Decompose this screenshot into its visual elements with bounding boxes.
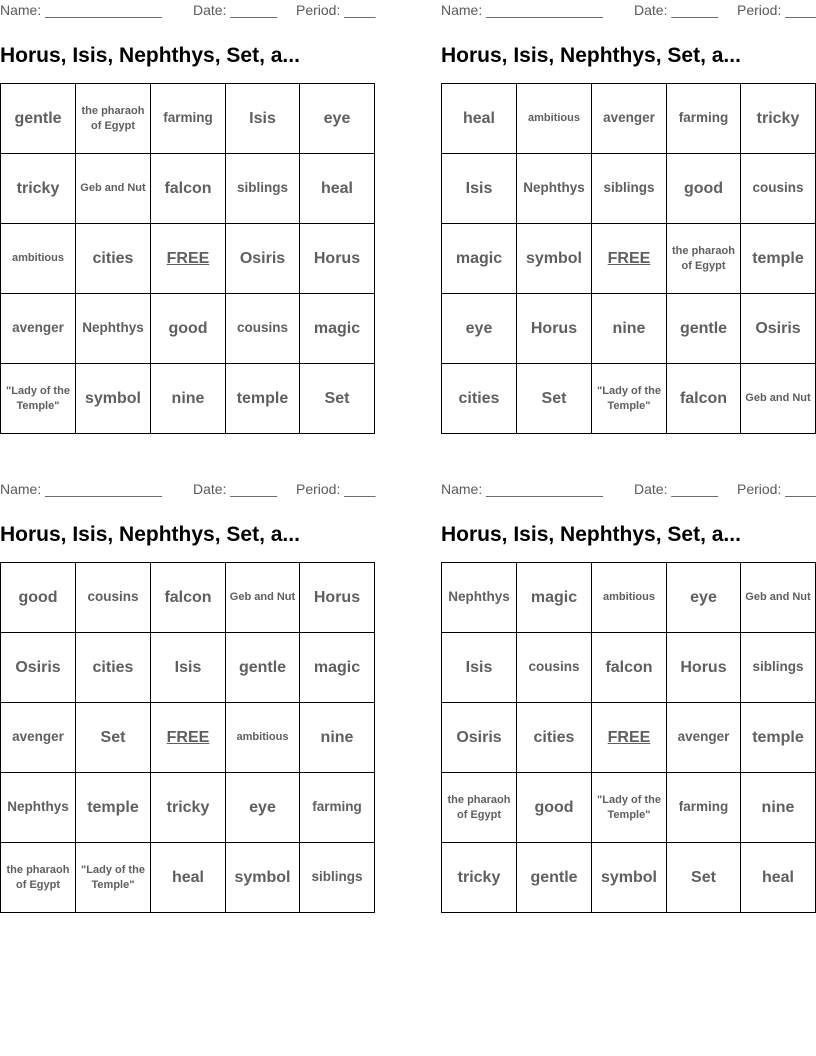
date-field-label: Date: ______ bbox=[193, 481, 278, 497]
bingo-cell: temple bbox=[741, 224, 815, 294]
bingo-cell: Horus bbox=[300, 224, 374, 294]
bingo-cell: siblings bbox=[592, 154, 667, 224]
bingo-cell: Geb and Nut bbox=[741, 563, 815, 633]
bingo-cell: the pharaoh of Egypt bbox=[442, 773, 517, 843]
bingo-cell: avenger bbox=[1, 703, 76, 773]
bingo-cell: Geb and Nut bbox=[226, 563, 300, 633]
bingo-cell: Isis bbox=[151, 633, 226, 703]
period-field-label: Period: ____ bbox=[296, 2, 376, 18]
bingo-cell: nine bbox=[592, 294, 667, 364]
bingo-cell: Nephthys bbox=[1, 773, 76, 843]
bingo-cell: Osiris bbox=[442, 703, 517, 773]
bingo-cell: good bbox=[667, 154, 741, 224]
bingo-cell: eye bbox=[300, 84, 374, 154]
bingo-cell: gentle bbox=[667, 294, 741, 364]
bingo-cell: the pharaoh of Egypt bbox=[1, 843, 76, 912]
header-fields bbox=[0, 481, 375, 499]
bingo-cell: "Lady of the Temple" bbox=[1, 364, 76, 433]
date-field-label: Date: ______ bbox=[193, 2, 278, 18]
bingo-cell: ambitious bbox=[592, 563, 667, 633]
card-title: Horus, Isis, Nephthys, Set, a... bbox=[0, 523, 300, 546]
bingo-grid bbox=[441, 83, 816, 434]
bingo-cell: Isis bbox=[442, 154, 517, 224]
bingo-cell: cities bbox=[76, 633, 151, 703]
bingo-cell: gentle bbox=[226, 633, 300, 703]
bingo-cell: Set bbox=[667, 843, 741, 912]
header-fields bbox=[0, 2, 375, 20]
bingo-cell: Set bbox=[76, 703, 151, 773]
free-space-cell: FREE bbox=[592, 703, 667, 773]
bingo-grid bbox=[0, 562, 375, 913]
bingo-cell: tricky bbox=[151, 773, 226, 843]
bingo-cell: magic bbox=[517, 563, 592, 633]
name-field-label: Name: _______________ bbox=[441, 481, 603, 497]
bingo-cell: Isis bbox=[442, 633, 517, 703]
free-space-cell: FREE bbox=[592, 224, 667, 294]
bingo-cell: Set bbox=[517, 364, 592, 433]
bingo-cell: eye bbox=[226, 773, 300, 843]
bingo-cell: avenger bbox=[1, 294, 76, 364]
bingo-cell: avenger bbox=[667, 703, 741, 773]
bingo-cell: "Lady of the Temple" bbox=[592, 773, 667, 843]
bingo-cell: Osiris bbox=[1, 633, 76, 703]
bingo-cell: the pharaoh of Egypt bbox=[667, 224, 741, 294]
bingo-cell: Nephthys bbox=[517, 154, 592, 224]
bingo-grid bbox=[441, 562, 816, 913]
bingo-cell: tricky bbox=[442, 843, 517, 912]
bingo-cell: temple bbox=[741, 703, 815, 773]
bingo-cell: Horus bbox=[667, 633, 741, 703]
bingo-cell: Nephthys bbox=[76, 294, 151, 364]
bingo-cell: magic bbox=[300, 294, 374, 364]
bingo-grid bbox=[0, 83, 375, 434]
name-field-label: Name: _______________ bbox=[0, 481, 162, 497]
bingo-cell: heal bbox=[442, 84, 517, 154]
bingo-cell: Osiris bbox=[741, 294, 815, 364]
bingo-cell: symbol bbox=[226, 843, 300, 912]
bingo-cell: ambitious bbox=[226, 703, 300, 773]
bingo-cell: heal bbox=[151, 843, 226, 912]
header-fields bbox=[441, 481, 816, 499]
period-field-label: Period: ____ bbox=[737, 2, 816, 18]
bingo-cell: avenger bbox=[592, 84, 667, 154]
bingo-cell: nine bbox=[151, 364, 226, 433]
bingo-cell: Horus bbox=[517, 294, 592, 364]
bingo-cell: tricky bbox=[1, 154, 76, 224]
bingo-cell: heal bbox=[761, 868, 794, 886]
bingo-cell: Geb and Nut bbox=[745, 392, 811, 405]
bingo-cell: farming bbox=[300, 773, 374, 843]
bingo-cell: Nephthys bbox=[442, 563, 517, 633]
card-title: Horus, Isis, Nephthys, Set, a... bbox=[0, 44, 300, 67]
period-field-label: Period: ____ bbox=[296, 481, 376, 497]
period-field-label: Period: ____ bbox=[737, 481, 816, 497]
bingo-cell: Horus bbox=[300, 563, 374, 633]
bingo-cell: nine bbox=[741, 773, 815, 843]
bingo-cell: cousins bbox=[76, 563, 151, 633]
bingo-cell: siblings bbox=[226, 154, 300, 224]
bingo-cell: eye bbox=[442, 294, 517, 364]
bingo-cell: symbol bbox=[76, 364, 151, 433]
bingo-cell: magic bbox=[300, 633, 374, 703]
bingo-cell: symbol bbox=[517, 224, 592, 294]
bingo-cell: "Lady of the Temple" bbox=[592, 364, 667, 433]
free-space-cell: FREE bbox=[151, 224, 226, 294]
bingo-cell: farming bbox=[667, 773, 741, 843]
bingo-cell: farming bbox=[667, 84, 741, 154]
bingo-cell: gentle bbox=[517, 843, 592, 912]
bingo-cell: gentle bbox=[1, 84, 76, 154]
bingo-cell: good bbox=[1, 563, 76, 633]
bingo-cell: "Lady of the Temple" bbox=[76, 843, 151, 912]
bingo-cell: the pharaoh of Egypt bbox=[76, 84, 151, 154]
bingo-cell: ambitious bbox=[1, 224, 76, 294]
bingo-cell: symbol bbox=[592, 843, 667, 912]
name-field-label: Name: _______________ bbox=[0, 2, 162, 18]
date-field-label: Date: ______ bbox=[634, 2, 719, 18]
bingo-cell: falcon bbox=[667, 364, 741, 433]
bingo-cell: eye bbox=[667, 563, 741, 633]
bingo-cell: siblings bbox=[741, 633, 815, 703]
bingo-cell: cousins bbox=[226, 294, 300, 364]
bingo-cell: temple bbox=[226, 364, 300, 433]
bingo-cell: nine bbox=[300, 703, 374, 773]
bingo-cell: ambitious bbox=[517, 84, 592, 154]
bingo-cell: Set bbox=[324, 389, 350, 407]
bingo-cell: temple bbox=[76, 773, 151, 843]
bingo-cell: magic bbox=[442, 224, 517, 294]
name-field-label: Name: _______________ bbox=[441, 2, 603, 18]
bingo-cell: falcon bbox=[151, 563, 226, 633]
bingo-cell: cities bbox=[517, 703, 592, 773]
bingo-cell: good bbox=[517, 773, 592, 843]
bingo-cell: Isis bbox=[226, 84, 300, 154]
free-space-cell: FREE bbox=[151, 703, 226, 773]
bingo-cell: Osiris bbox=[226, 224, 300, 294]
bingo-cell: cities bbox=[442, 364, 517, 433]
card-title: Horus, Isis, Nephthys, Set, a... bbox=[441, 44, 741, 67]
card-title: Horus, Isis, Nephthys, Set, a... bbox=[441, 523, 741, 546]
bingo-cell: cousins bbox=[517, 633, 592, 703]
bingo-cell: heal bbox=[300, 154, 374, 224]
bingo-cell: falcon bbox=[592, 633, 667, 703]
date-field-label: Date: ______ bbox=[634, 481, 719, 497]
bingo-cell: siblings bbox=[311, 869, 363, 885]
header-fields bbox=[441, 2, 816, 20]
bingo-cell: tricky bbox=[741, 84, 815, 154]
bingo-cell: good bbox=[151, 294, 226, 364]
bingo-cell: Geb and Nut bbox=[76, 154, 151, 224]
bingo-cell: cities bbox=[76, 224, 151, 294]
bingo-cell: cousins bbox=[741, 154, 815, 224]
bingo-cell: falcon bbox=[151, 154, 226, 224]
bingo-cell: farming bbox=[151, 84, 226, 154]
